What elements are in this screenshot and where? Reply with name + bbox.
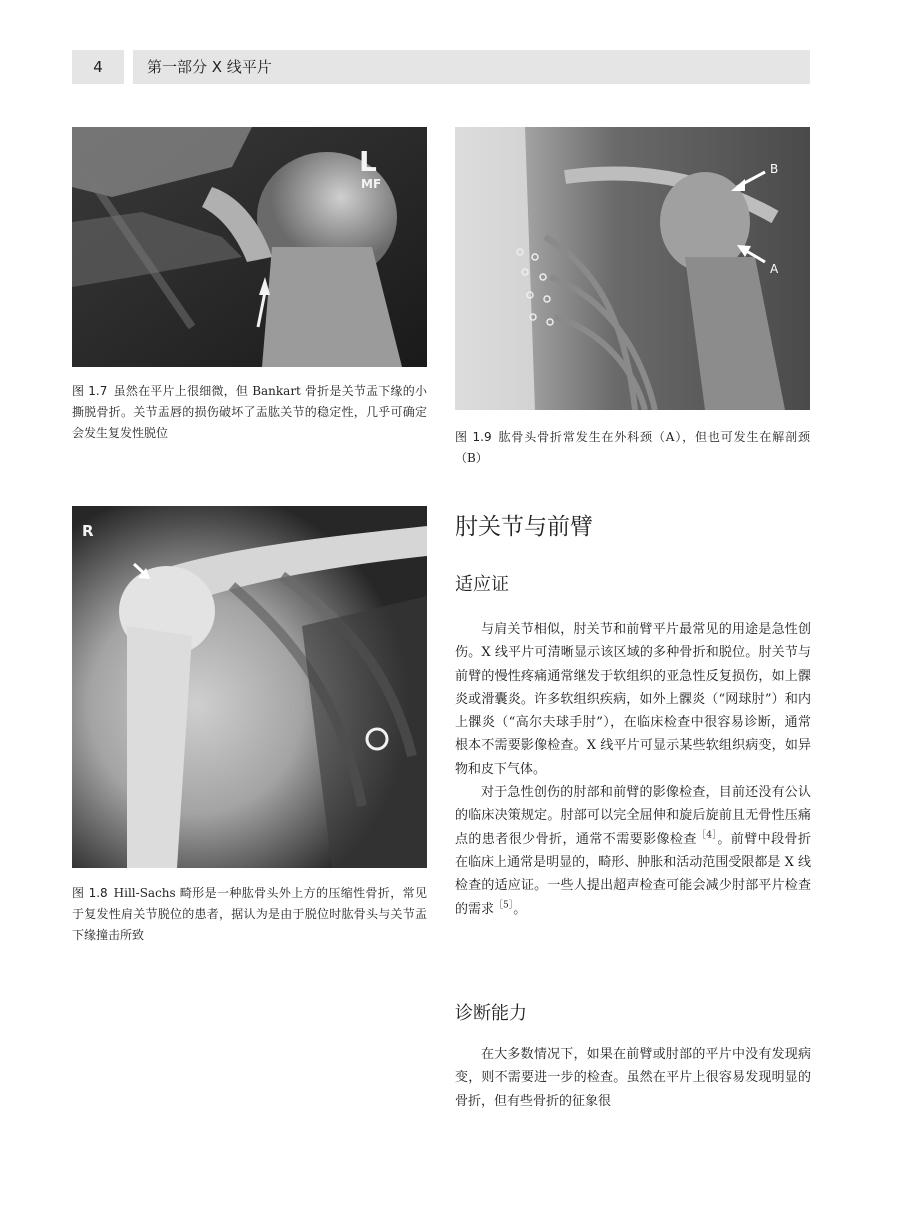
figure-1-8-image [72, 506, 427, 868]
paragraph: 与肩关节相似，肘关节和前臂平片最常见的用途是急性创伤。X 线平片可清晰显示该区域的多种骨折和脱位。肘关节与前臂的慢性疼痛通常继发于软组织的亚急性反复损伤，如上髁炎或滑囊炎。许多软组织疾病，如外上髁炎（“网球肘”）和内上髁炎（“高尔夫球手肘”），在临床检查中很容易诊断，通常根本不需要影像检查。X 线平片可显示某些软组织病变，如异物和皮下气体。 [455, 622, 811, 777]
chapter-header: 第一部分 X 线平片 [133, 50, 810, 84]
figure-1-9-caption [455, 427, 810, 469]
citation-4: ［4］ [696, 830, 718, 841]
figure-1-7-image [72, 127, 427, 367]
paragraph [455, 781, 811, 921]
section-title: 肘关节与前臂 [455, 514, 593, 540]
figure-1-8-caption-text: Hill-Sachs 畸形是一种肱骨头外上方的压缩性骨折，常见于复发性肩关节脱位的患者，据认为是由于脱位时肱骨头与关节盂下缘撞击所致 [72, 886, 427, 942]
marker-left: L [359, 145, 377, 178]
figure-1-7-caption-text: 虽然在平片上很细微，但 Bankart 骨折是关节盂下缘的小撕脱骨折。关节盂唇的损伤破坏了盂肱关节的稳定性，几乎可确定会发生复发性脱位 [72, 384, 427, 440]
citation-5: ［5］ [494, 900, 514, 911]
figure-1-9-caption-text: 肱骨头骨折常发生在外科颈（A），但也可发生在解剖颈（B） [455, 430, 810, 465]
figure-1-8-caption [72, 883, 427, 946]
paragraph-text: 。前臂中段骨折在临床上通常是明显的，畸形、肿胀和活动范围受限都是 X 线检查的适应证。一些人提出超声检查可能会减少肘部平片检查的需求 [455, 831, 811, 917]
paragraph-text: 对于急性创伤的肘部和前臂的影像检查，目前还没有公认的临床决策规定。肘部可以完全屈伸和旋后旋前且无骨性压痛点的患者很少骨折，通常不需要影像检查 [455, 785, 811, 847]
figure-1-9-label: 图 1.9 [455, 430, 492, 444]
figure-1-8-label: 图 1.8 [72, 886, 108, 900]
arrow-label-b: B [770, 162, 779, 176]
marker-mf: MF [361, 177, 382, 191]
paragraph: 在大多数情况下，如果在前臂或肘部的平片中没有发现病变，则不需要进一步的检查。虽然在平片上很容易发现明显的骨折，但有些骨折的征象很 [455, 1047, 811, 1109]
figure-1-7-label: 图 1.7 [72, 384, 108, 398]
figure-1-7-caption [72, 381, 427, 444]
subsection-diagnostic-body [455, 1043, 811, 1113]
subsection-indications-title: 适应证 [455, 574, 509, 595]
paragraph-text: 。 [513, 901, 527, 917]
figure-1-9-image [455, 127, 810, 410]
page-number: 4 [72, 50, 124, 84]
subsection-indications-body [455, 618, 811, 921]
arrow-label-a: A [770, 262, 779, 276]
marker-right: R [82, 522, 94, 540]
subsection-diagnostic-title: 诊断能力 [455, 1003, 527, 1024]
